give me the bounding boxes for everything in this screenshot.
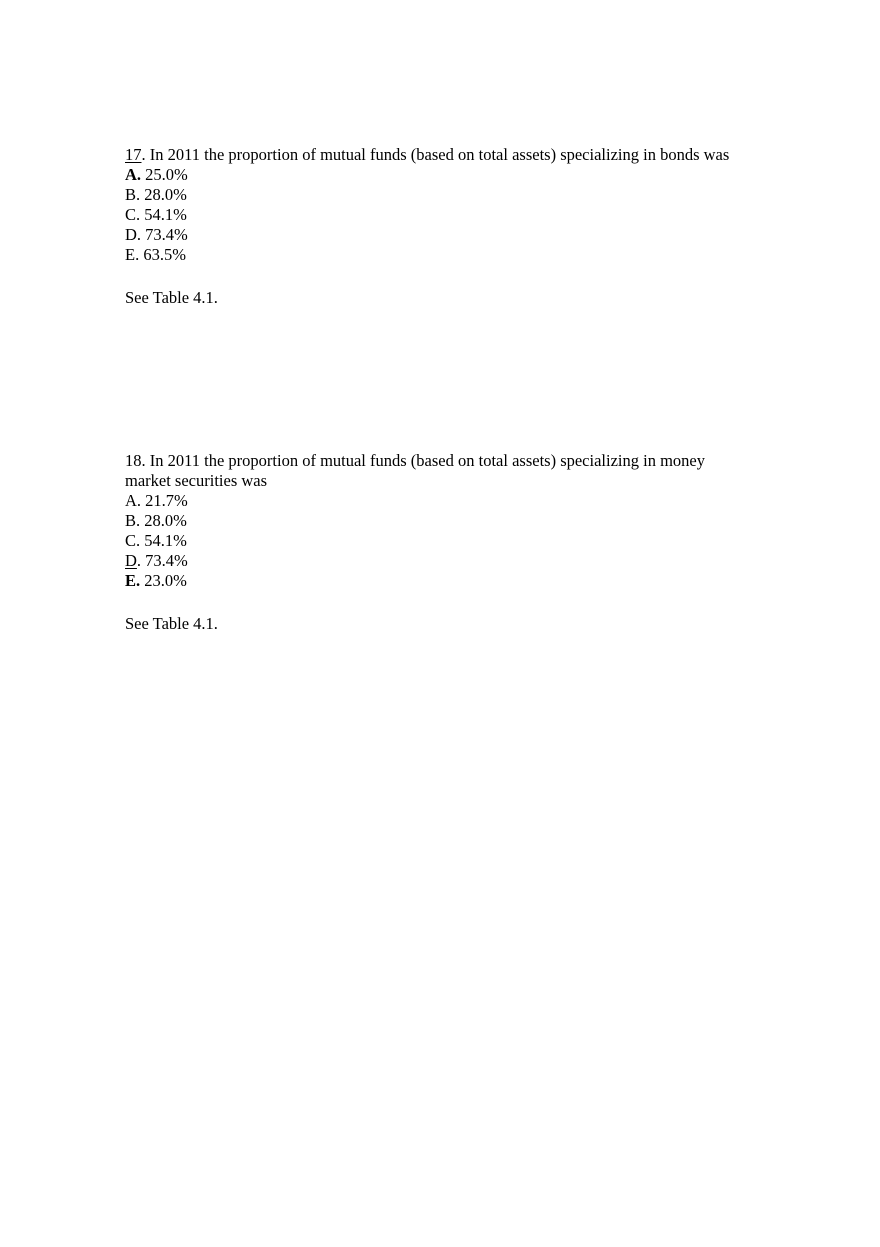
option-letter: A. [125, 491, 142, 510]
answer-option-c [125, 531, 775, 551]
answer-option-a [125, 491, 775, 511]
reference-note: See Table 4.1. [125, 288, 218, 307]
option-letter: C. [125, 205, 141, 224]
question-text: In 2011 the proportion of mutual funds (based on total assets) specializing in bonds was [149, 145, 730, 164]
option-text: 73.4% [145, 225, 188, 244]
question-number: 17 [125, 145, 142, 164]
answer-options [125, 165, 775, 265]
option-letter: A. [125, 165, 142, 184]
answer-option-d [125, 551, 775, 571]
option-letter: B. [125, 185, 141, 204]
answer-option-b [125, 511, 775, 531]
option-letter: E. [125, 571, 141, 590]
question-17 [125, 145, 775, 308]
option-text: 63.5% [143, 245, 186, 264]
option-text: 23.0% [144, 571, 187, 590]
option-text: 54.1% [144, 531, 187, 550]
option-text: 25.0% [145, 165, 188, 184]
question-stem: 18. In 2011 the proportion of mutual funds (based on total assets) specializing in money market securities was [125, 451, 705, 490]
option-text: 54.1% [144, 205, 187, 224]
question-text-continued: market securities was [125, 471, 268, 490]
option-text: 28.0% [144, 511, 187, 530]
answer-option-e [125, 571, 775, 591]
option-text: 73.4% [145, 551, 188, 570]
option-letter: E. [125, 245, 140, 264]
option-text: 28.0% [144, 185, 187, 204]
option-letter: D. [125, 551, 142, 570]
answer-option-b [125, 185, 775, 205]
question-number: 18 [125, 451, 142, 470]
answer-option-a [125, 165, 775, 185]
answer-option-e [125, 245, 775, 265]
option-letter: D. [125, 225, 142, 244]
option-letter: B. [125, 511, 141, 530]
question-text: In 2011 the proportion of mutual funds (based on total assets) specializing in money [149, 451, 705, 470]
question-18 [125, 451, 775, 634]
answer-option-c [125, 205, 775, 225]
answer-options [125, 491, 775, 591]
option-text: 21.7% [145, 491, 188, 510]
option-letter: C. [125, 531, 141, 550]
question-stem: 17. In 2011 the proportion of mutual funds (based on total assets) specializing in bonds was [125, 145, 730, 164]
answer-option-d [125, 225, 775, 245]
reference-note: See Table 4.1. [125, 614, 218, 633]
option-letter-char: D [125, 551, 137, 570]
